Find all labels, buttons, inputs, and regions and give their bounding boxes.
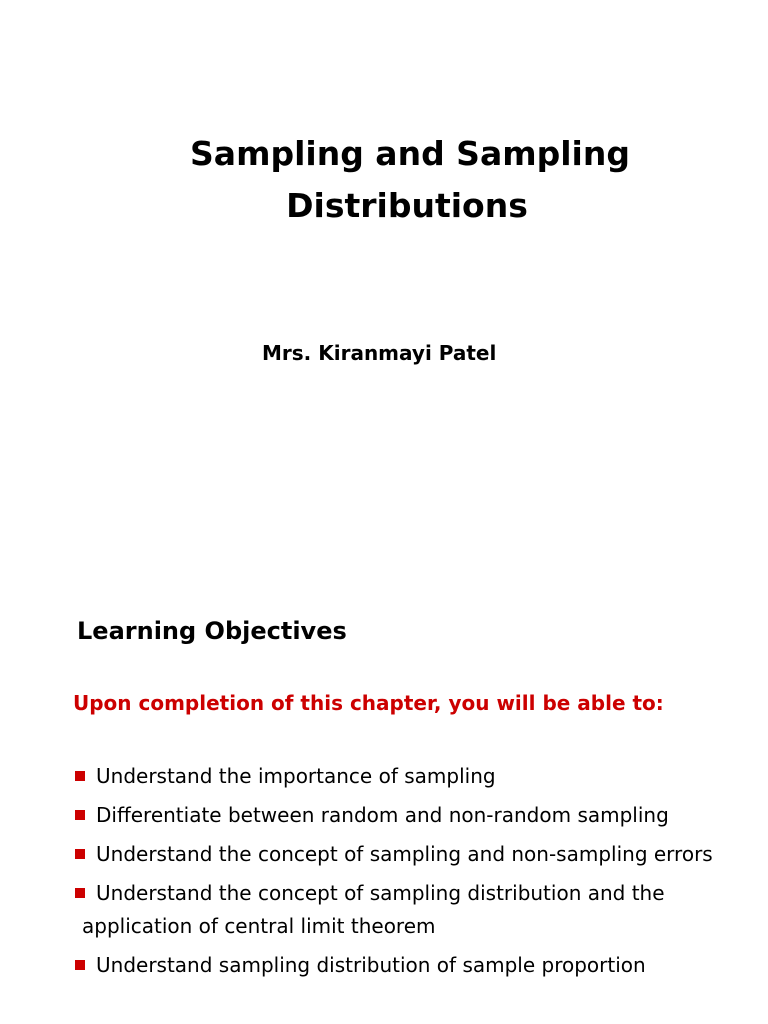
objective-item [0,799,768,832]
section-heading: Learning Objectives [77,617,347,645]
title-line-1: Sampling and Sampling [190,134,630,173]
objective-item [0,877,768,943]
author-name: Mrs. Kiranmayi Patel [262,341,497,365]
slide-title [0,128,768,232]
title-line-2: Distributions [286,186,528,225]
objective-text: Understand sampling distribution of sample proportion [96,953,646,977]
objective-text: Understand the concept of sampling distribution and the application of central limit theorem [82,881,665,938]
objective-text: Understand the importance of sampling [96,764,496,788]
objective-text: Understand the concept of sampling and non-sampling errors [96,842,713,866]
objective-text: Differentiate between random and non-random sampling [96,803,669,827]
square-bullet-icon [75,888,85,898]
objectives-list [0,760,768,988]
square-bullet-icon [75,771,85,781]
square-bullet-icon [75,849,85,859]
square-bullet-icon [75,960,85,970]
objective-item [0,949,768,982]
objective-item [0,760,768,793]
square-bullet-icon [75,810,85,820]
intro-text: Upon completion of this chapter, you will be able to: [73,691,664,715]
objective-item [0,838,768,871]
